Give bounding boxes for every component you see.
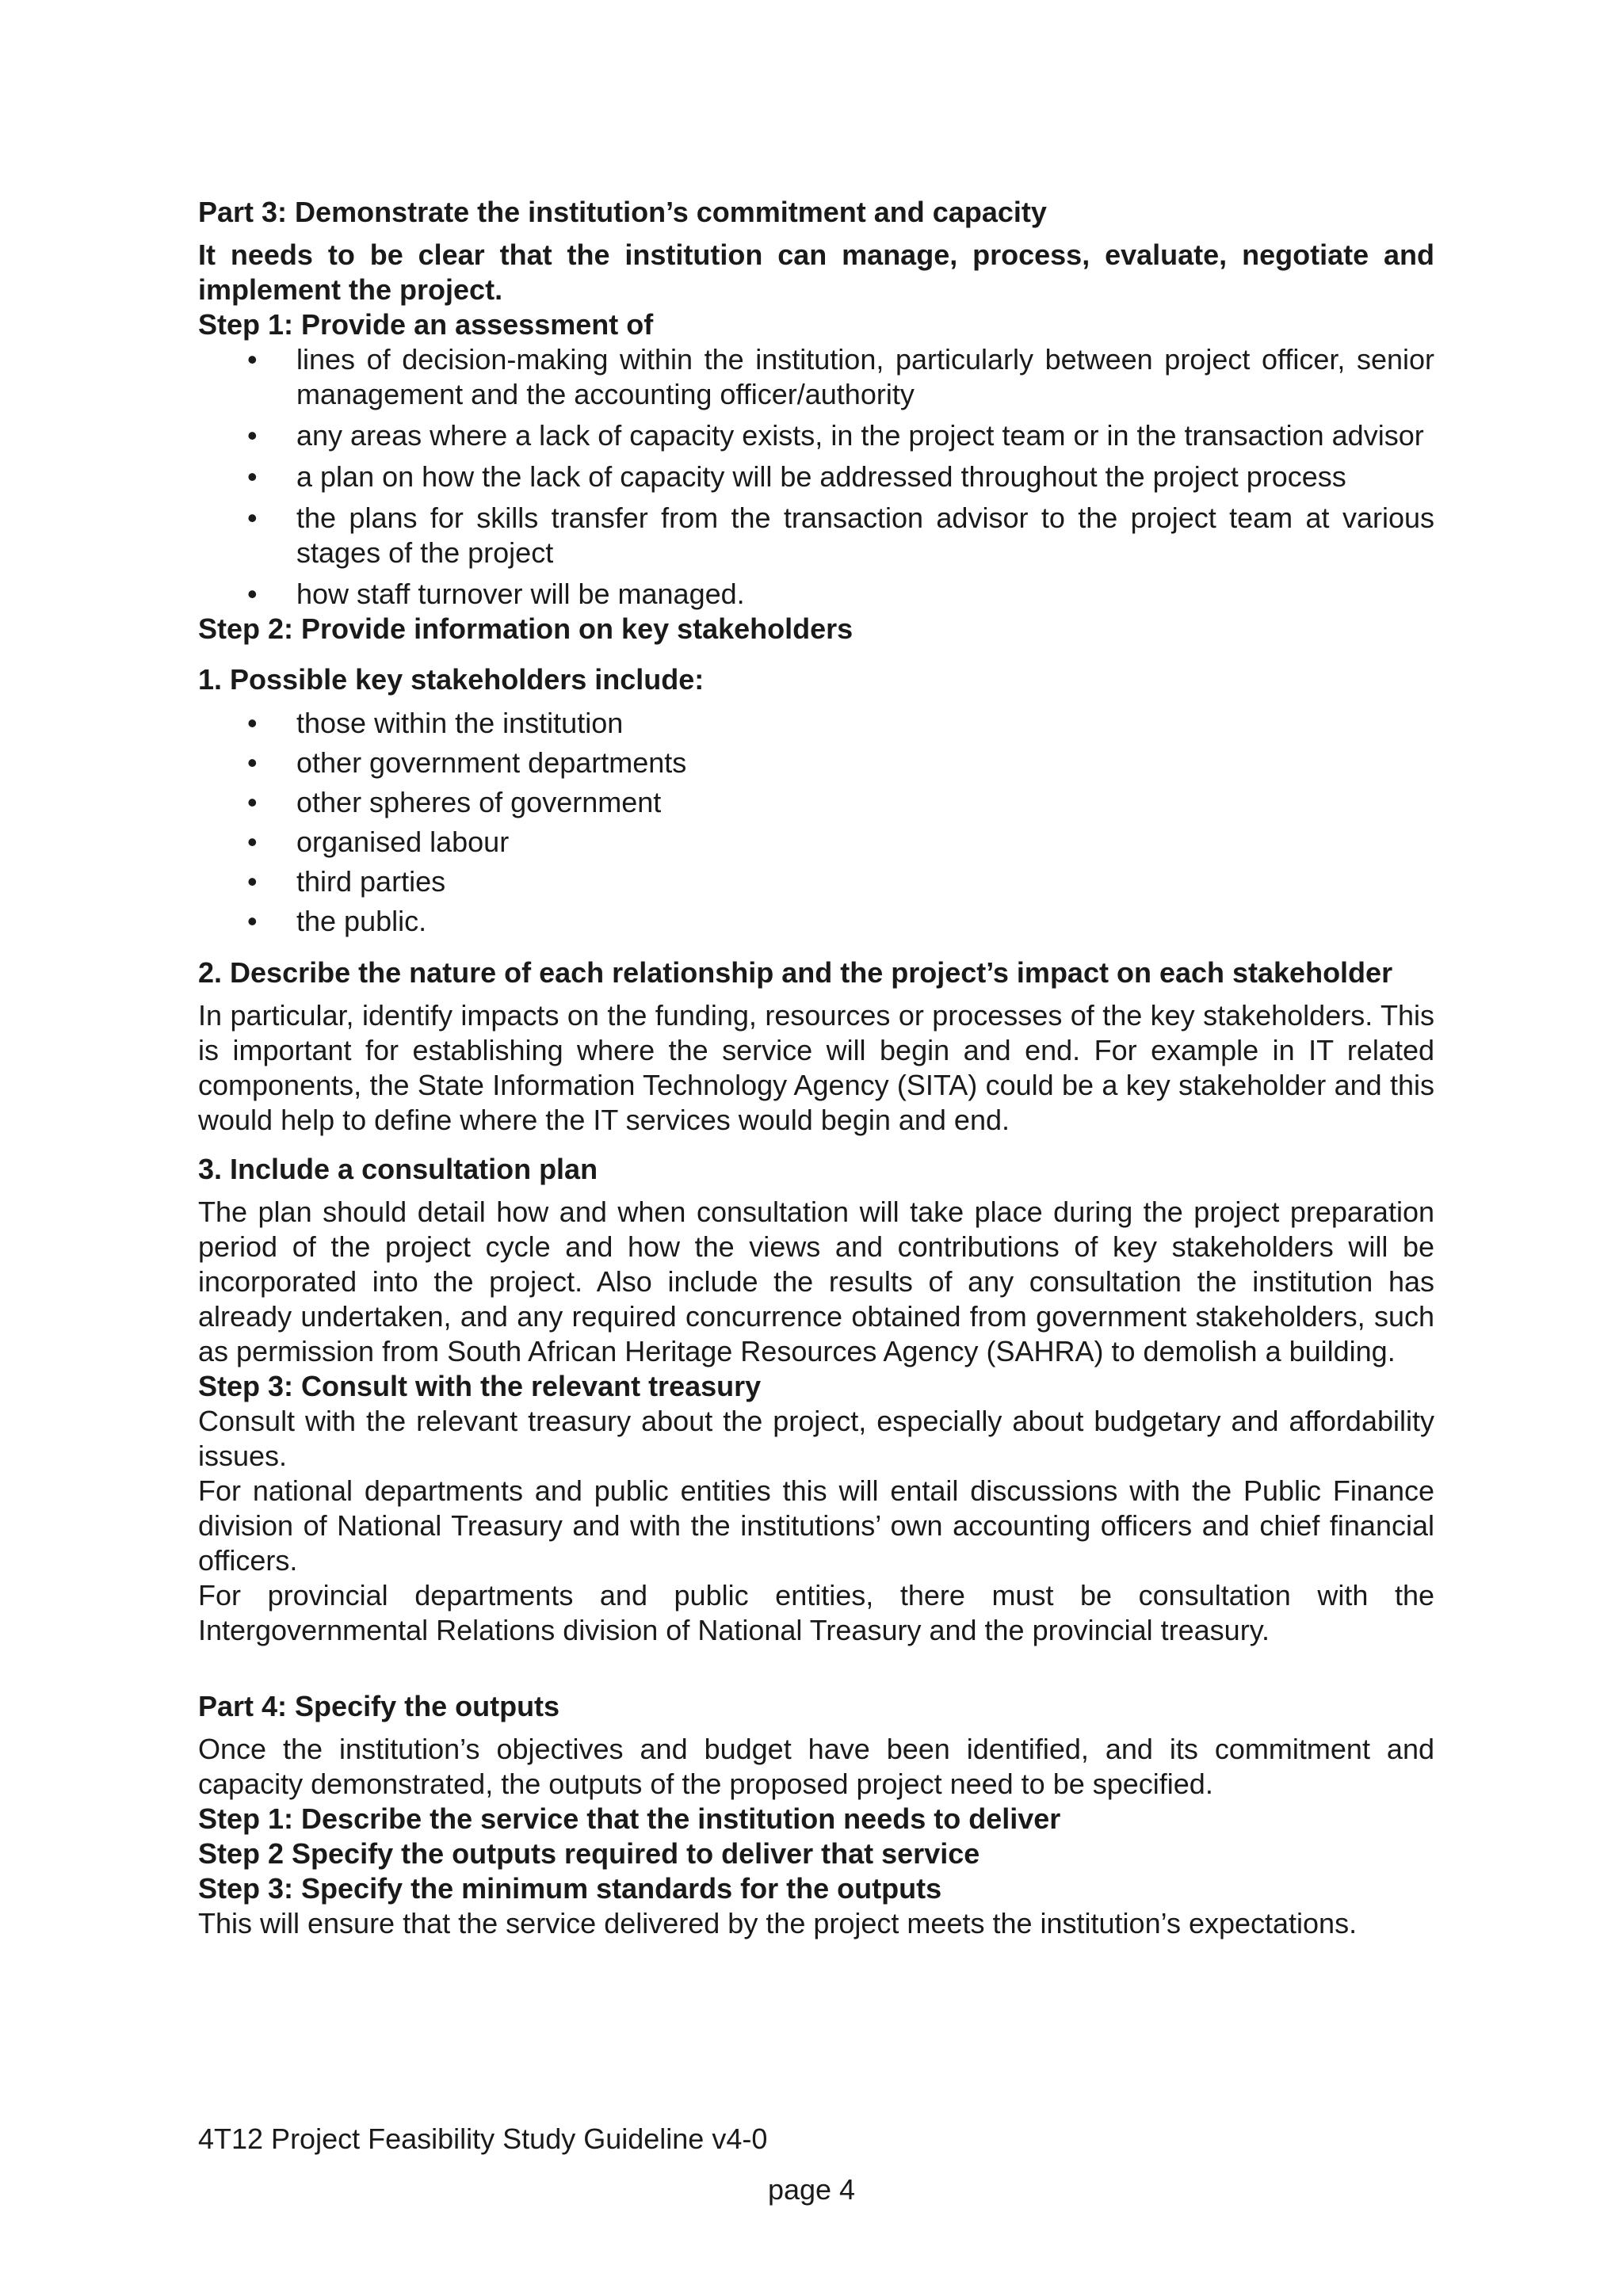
list-item: • the plans for skills transfer from the transaction advisor to the project team at various stages of the project xyxy=(296,501,1434,570)
document-body xyxy=(198,195,1434,1941)
part4-step2: Step 2 Specify the outputs required to deliver that service xyxy=(198,1837,980,1870)
relationship-subheading: 2. Describe the nature of each relationship and the project’s impact on each stakeholder xyxy=(198,956,1393,989)
part4-intro: Once the institution’s objectives and budget have been identified, and its commitment and capacity demonstrated, the outputs of the proposed project need to be specified. xyxy=(198,1733,1434,1800)
list-item: • any areas where a lack of capacity exists, in the project team or in the transaction advisor xyxy=(296,418,1434,453)
part3-intro: It needs to be clear that the institution can manage, process, evaluate, negotiate and implement the project. xyxy=(198,238,1434,306)
part4-step1: Step 1: Describe the service that the institution needs to deliver xyxy=(198,1802,1061,1835)
consultation-text: The plan should detail how and when consultation will take place during the project preparation period of the project cycle and how the views and contributions of key stakeholders will be incorporated into the project. Also include the results of any consultation the institution has already undertaken, and any required concurrence obtained from government stakeholders, such as permission from South African Heritage Resources Agency (SAHRA) to demolish a building. xyxy=(198,1196,1434,1367)
part3-step3-heading: Step 3: Consult with the relevant treasury xyxy=(198,1370,762,1402)
list-item: • those within the institution xyxy=(296,704,1434,743)
part3-heading: Part 3: Demonstrate the institution’s commitment and capacity xyxy=(198,196,1047,228)
part4-step3: Step 3: Specify the minimum standards for the outputs xyxy=(198,1872,942,1905)
list-item: • other government departments xyxy=(296,743,1434,783)
part3-step2-heading: Step 2: Provide information on key stakeholders xyxy=(198,612,854,645)
list-item: • how staff turnover will be managed. xyxy=(296,577,1434,612)
treasury-paragraph: For national departments and public entities this will entail discussions with the Public Finance division of National Treasury and with the institutions’ own accounting officers and chief financial officers. xyxy=(198,1474,1434,1577)
list-item: • other spheres of government xyxy=(296,783,1434,822)
relationship-text: In particular, identify impacts on the funding, resources or processes of the key stakeholders. This is important for establishing where the service will begin and end. For example in IT related components, the State Information Technology Agency (SITA) could be a key stakeholder and this would help to define where the IT services would begin and end. xyxy=(198,999,1434,1136)
part3-step1-heading: Step 1: Provide an assessment of xyxy=(198,308,654,341)
list-item: • lines of decision-making within the institution, particularly between project officer, senior management and the accounting officer/authority xyxy=(296,342,1434,412)
stakeholders-subheading: 1. Possible key stakeholders include: xyxy=(198,663,705,696)
footer-doc-title: 4T12 Project Feasibility Study Guideline v4-0 xyxy=(198,2122,768,2155)
consultation-subheading: 3. Include a consultation plan xyxy=(198,1153,598,1185)
list-item: • organised labour xyxy=(296,822,1434,862)
page-number: page 4 xyxy=(767,2173,856,2206)
part3-step1-bullet-list xyxy=(198,342,1434,612)
list-item: • a plan on how the lack of capacity will be addressed throughout the project process xyxy=(296,460,1434,494)
treasury-paragraph: For provincial departments and public entities, there must be consultation with the Intergovernmental Relations division of National Treasury and the provincial treasury. xyxy=(198,1579,1434,1646)
stakeholders-bullet-list xyxy=(198,704,1434,941)
list-item: • the public. xyxy=(296,902,1434,941)
part4-closing: This will ensure that the service delivered by the project meets the institution’s expectations. xyxy=(198,1907,1358,1939)
treasury-paragraph: Consult with the relevant treasury about the project, especially about budgetary and affordability issues. xyxy=(198,1405,1434,1472)
part4-heading: Part 4: Specify the outputs xyxy=(198,1690,560,1722)
list-item: • third parties xyxy=(296,862,1434,902)
